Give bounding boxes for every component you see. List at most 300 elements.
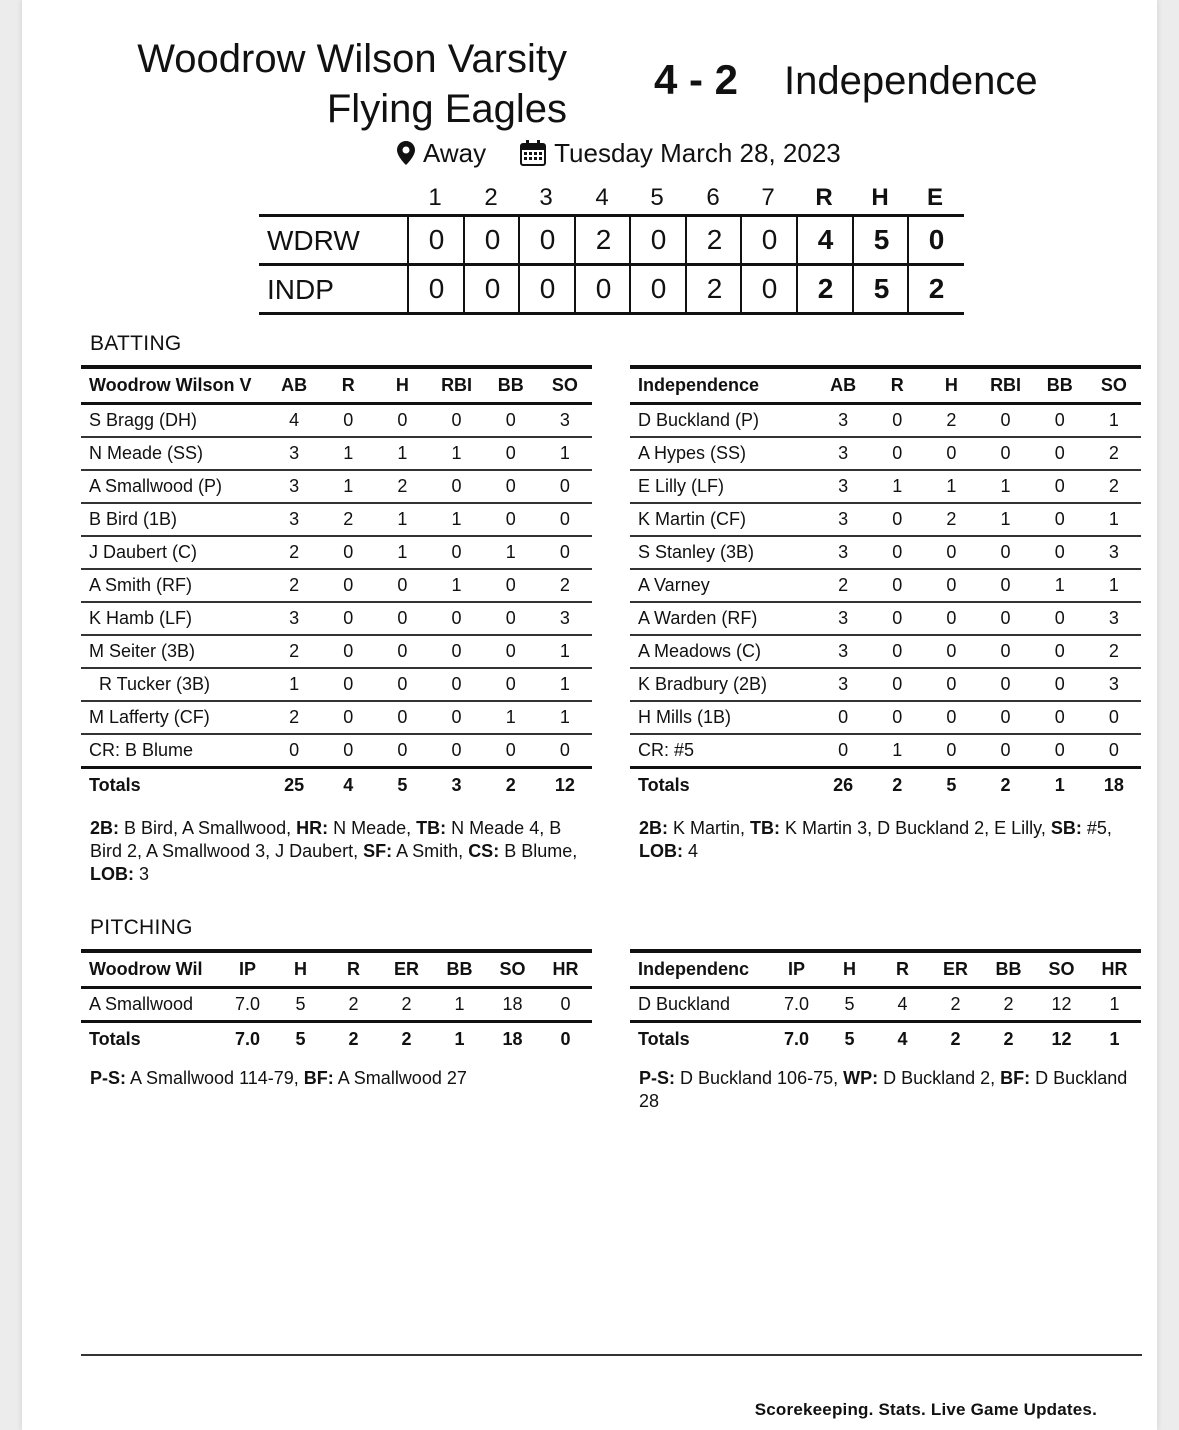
stat-column-header: H xyxy=(274,951,327,988)
inning-header: 7 xyxy=(761,184,775,211)
linescore-row-away xyxy=(259,263,964,315)
stat-cell: 3 xyxy=(816,536,870,569)
player-name: A Smith (RF) xyxy=(81,569,267,602)
stat-cell: 0 xyxy=(1033,635,1087,668)
inning-score: 0 xyxy=(463,266,520,312)
inning-header: 1 xyxy=(428,184,442,211)
stat-cell: 0 xyxy=(538,536,592,569)
totals-row xyxy=(81,768,592,802)
player-name: A Warden (RF) xyxy=(630,602,816,635)
batting-section-title: BATTING xyxy=(90,332,182,355)
stat-cell: 18 xyxy=(486,988,539,1022)
totals-label: Totals xyxy=(81,1022,221,1056)
stat-column-header: R xyxy=(876,951,929,988)
team-column-header: Independence xyxy=(630,367,816,404)
stat-cell: 1 xyxy=(433,988,486,1022)
stat-cell: 0 xyxy=(375,635,429,668)
totals-label: Totals xyxy=(81,768,267,802)
table-row xyxy=(81,437,592,470)
stat-cell: 3 xyxy=(816,437,870,470)
stat-cell: 2 xyxy=(327,988,380,1022)
table-row xyxy=(81,635,592,668)
stat-cell: 0 xyxy=(321,701,375,734)
stat-cell: 12 xyxy=(1035,988,1088,1022)
player-name: A Varney xyxy=(630,569,816,602)
note-text: K Martin 3, D Buckland 2, E Lilly, xyxy=(780,818,1051,838)
stat-column-header: IP xyxy=(221,951,274,988)
linescore xyxy=(259,180,964,315)
errors-total: 2 xyxy=(907,266,964,312)
pitching-table-away xyxy=(630,949,1141,1055)
stat-cell: 2 xyxy=(267,701,321,734)
player-name: A Meadows (C) xyxy=(630,635,816,668)
stat-cell: 0 xyxy=(538,503,592,536)
stat-cell: 0 xyxy=(870,569,924,602)
stat-column-header: RBI xyxy=(978,367,1032,404)
team-abbrev: WDRW xyxy=(267,225,360,256)
stat-cell: 1 xyxy=(321,437,375,470)
total-cell: 2 xyxy=(978,768,1032,802)
stat-column-header: SO xyxy=(1035,951,1088,988)
stat-column-header: R xyxy=(321,367,375,404)
total-cell: 18 xyxy=(486,1022,539,1056)
stat-cell: 0 xyxy=(321,569,375,602)
table-row xyxy=(630,503,1141,536)
stat-cell: 0 xyxy=(978,536,1032,569)
player-name: E Lilly (LF) xyxy=(630,470,816,503)
stat-cell: 0 xyxy=(321,635,375,668)
stat-cell: 0 xyxy=(484,503,538,536)
pitching-section-title: PITCHING xyxy=(90,916,193,939)
table-row xyxy=(630,635,1141,668)
linescore-header xyxy=(259,180,964,214)
table-row xyxy=(630,668,1141,701)
stat-cell: 1 xyxy=(267,668,321,701)
totals-row xyxy=(81,1022,592,1056)
stat-cell: 0 xyxy=(978,668,1032,701)
player-name: A Smallwood (P) xyxy=(81,470,267,503)
table-row xyxy=(81,701,592,734)
hits-header: H xyxy=(871,184,889,211)
stat-cell: 5 xyxy=(823,988,876,1022)
table-header-row xyxy=(630,951,1141,988)
hits-total: 5 xyxy=(852,266,909,312)
total-cell: 4 xyxy=(321,768,375,802)
game-meta xyxy=(397,137,841,169)
total-cell: 2 xyxy=(484,768,538,802)
stat-cell: 0 xyxy=(321,536,375,569)
table-row xyxy=(630,470,1141,503)
table-row xyxy=(81,602,592,635)
footer-tagline: Scorekeeping. Stats. Live Game Updates. xyxy=(754,1400,1097,1419)
stat-cell: 0 xyxy=(870,668,924,701)
stat-cell: 3 xyxy=(1087,536,1141,569)
player-name: D Buckland (P) xyxy=(630,404,816,438)
stat-cell: 0 xyxy=(978,437,1032,470)
stat-cell: 1 xyxy=(538,668,592,701)
stat-cell: 0 xyxy=(978,404,1032,438)
stat-cell: 0 xyxy=(375,734,429,768)
stat-cell: 3 xyxy=(816,635,870,668)
stat-column-header: SO xyxy=(538,367,592,404)
total-cell: 7.0 xyxy=(221,1022,274,1056)
stat-cell: 2 xyxy=(380,988,433,1022)
stat-cell: 0 xyxy=(484,404,538,438)
batting-table-home xyxy=(81,365,592,801)
stat-cell: 1 xyxy=(484,536,538,569)
stat-cell: 3 xyxy=(267,470,321,503)
stat-cell: 0 xyxy=(429,602,483,635)
total-cell: 12 xyxy=(538,768,592,802)
total-cell: 2 xyxy=(929,1022,982,1056)
note-label: CS: xyxy=(468,841,500,861)
inning-header: 4 xyxy=(595,184,609,211)
stat-cell: 0 xyxy=(484,602,538,635)
inning-score: 0 xyxy=(574,266,631,312)
total-cell: 25 xyxy=(267,768,321,802)
home-team-name-line2: Flying Eagles xyxy=(326,87,567,131)
player-name: J Daubert (C) xyxy=(81,536,267,569)
stat-cell: 0 xyxy=(484,668,538,701)
stat-cell: 0 xyxy=(484,635,538,668)
stat-cell: 2 xyxy=(267,635,321,668)
stat-cell: 0 xyxy=(484,470,538,503)
stat-cell: 0 xyxy=(539,988,592,1022)
total-cell: 2 xyxy=(380,1022,433,1056)
note-text: A Smallwood 27 xyxy=(333,1068,467,1088)
player-name: M Lafferty (CF) xyxy=(81,701,267,734)
inning-score: 0 xyxy=(407,217,464,263)
table-row xyxy=(81,988,592,1022)
table-row xyxy=(630,536,1141,569)
table-row xyxy=(81,536,592,569)
stat-cell: 1 xyxy=(321,470,375,503)
stat-cell: 0 xyxy=(1087,701,1141,734)
stat-cell: 2 xyxy=(982,988,1035,1022)
runs-total: 2 xyxy=(796,266,853,312)
stat-cell: 3 xyxy=(816,470,870,503)
note-label: BF: xyxy=(1000,1068,1031,1088)
stat-cell: 2 xyxy=(375,470,429,503)
stat-cell: 7.0 xyxy=(770,988,823,1022)
stat-column-header: H xyxy=(924,367,978,404)
inning-score: 2 xyxy=(574,217,631,263)
stat-cell: 3 xyxy=(816,404,870,438)
stat-cell: 0 xyxy=(538,470,592,503)
note-text: #5, xyxy=(1081,818,1112,838)
table-header-row xyxy=(81,367,592,404)
stat-cell: 1 xyxy=(538,437,592,470)
stat-cell: 3 xyxy=(267,503,321,536)
stat-column-header: AB xyxy=(816,367,870,404)
stat-cell: 2 xyxy=(924,503,978,536)
note-label: TB: xyxy=(416,818,447,838)
stat-cell: 0 xyxy=(484,437,538,470)
box-score-page xyxy=(22,0,1157,1430)
stat-cell: 0 xyxy=(267,734,321,768)
table-row xyxy=(81,404,592,438)
table-row xyxy=(630,569,1141,602)
stat-cell: 0 xyxy=(870,503,924,536)
inning-score: 0 xyxy=(629,266,686,312)
stat-cell: 1 xyxy=(429,437,483,470)
stat-cell: 0 xyxy=(1033,668,1087,701)
linescore-row-home xyxy=(259,214,964,263)
inning-score: 2 xyxy=(685,217,742,263)
stat-cell: 0 xyxy=(375,404,429,438)
stat-column-header: BB xyxy=(433,951,486,988)
note-text: 3 xyxy=(134,864,150,884)
total-cell: 0 xyxy=(539,1022,592,1056)
stat-cell: 7.0 xyxy=(221,988,274,1022)
stat-column-header: BB xyxy=(484,367,538,404)
stat-cell: 3 xyxy=(1087,668,1141,701)
note-label: BF: xyxy=(303,1068,334,1088)
stat-column-header: AB xyxy=(267,367,321,404)
note-label: LOB: xyxy=(90,864,134,884)
stat-cell: 0 xyxy=(429,668,483,701)
stat-cell: 2 xyxy=(1087,437,1141,470)
note-label: TB: xyxy=(750,818,781,838)
stat-column-header: HR xyxy=(539,951,592,988)
stat-cell: 0 xyxy=(978,635,1032,668)
calendar-icon xyxy=(520,140,546,166)
player-name: A Smallwood xyxy=(81,988,221,1022)
stat-cell: 0 xyxy=(375,701,429,734)
stat-cell: 4 xyxy=(876,988,929,1022)
player-name: K Bradbury (2B) xyxy=(630,668,816,701)
stat-cell: 0 xyxy=(924,536,978,569)
note-text: B Blume, xyxy=(499,841,578,861)
stat-cell: 3 xyxy=(816,503,870,536)
stat-cell: 2 xyxy=(1087,635,1141,668)
stat-cell: 3 xyxy=(1087,602,1141,635)
player-name: H Mills (1B) xyxy=(630,701,816,734)
stat-cell: 1 xyxy=(429,569,483,602)
stat-cell: 0 xyxy=(870,536,924,569)
team-column-header: Woodrow Wilson V xyxy=(81,367,267,404)
player-name: M Seiter (3B) xyxy=(81,635,267,668)
stat-cell: 0 xyxy=(429,701,483,734)
team-column-header: Independenc xyxy=(630,951,770,988)
inning-header: 3 xyxy=(539,184,553,211)
stat-cell: 2 xyxy=(924,404,978,438)
stat-cell: 1 xyxy=(375,536,429,569)
stat-cell: 1 xyxy=(1087,404,1141,438)
table-row xyxy=(630,988,1141,1022)
stat-cell: 0 xyxy=(429,734,483,768)
stat-column-header: HR xyxy=(1088,951,1141,988)
stat-cell: 3 xyxy=(538,602,592,635)
stat-cell: 1 xyxy=(538,701,592,734)
note-text: D Buckland 106-75, xyxy=(675,1068,844,1088)
total-cell: 1 xyxy=(433,1022,486,1056)
note-label: WP: xyxy=(843,1068,879,1088)
errors-header: E xyxy=(926,184,943,211)
stat-cell: 0 xyxy=(978,734,1032,768)
totals-label: Totals xyxy=(630,1022,770,1056)
stat-column-header: RBI xyxy=(429,367,483,404)
stat-cell: 3 xyxy=(538,404,592,438)
note-text: N Meade, xyxy=(328,818,417,838)
stat-cell: 0 xyxy=(321,668,375,701)
table-row xyxy=(81,734,592,768)
stat-cell: 1 xyxy=(1088,988,1141,1022)
stat-column-header: BB xyxy=(1033,367,1087,404)
stat-cell: 0 xyxy=(375,569,429,602)
stat-cell: 0 xyxy=(321,404,375,438)
stat-cell: 0 xyxy=(924,734,978,768)
total-cell: 3 xyxy=(429,768,483,802)
stat-cell: 1 xyxy=(978,470,1032,503)
stat-cell: 1 xyxy=(1087,569,1141,602)
stat-column-header: BB xyxy=(982,951,1035,988)
total-cell: 5 xyxy=(823,1022,876,1056)
total-cell: 5 xyxy=(375,768,429,802)
note-text: N Meade 4, B Bird 2, A Smallwood 3, J Daubert, xyxy=(90,818,562,861)
table-row xyxy=(81,470,592,503)
footer-divider xyxy=(81,1354,1142,1356)
stat-cell: 0 xyxy=(978,701,1032,734)
stat-cell: 4 xyxy=(267,404,321,438)
table-row xyxy=(630,701,1141,734)
stat-cell: 2 xyxy=(1087,470,1141,503)
table-row xyxy=(81,503,592,536)
total-cell: 1 xyxy=(1033,768,1087,802)
note-text: A Smallwood 114-79, xyxy=(126,1068,304,1088)
total-cell: 2 xyxy=(327,1022,380,1056)
stat-cell: 1 xyxy=(870,470,924,503)
table-row xyxy=(81,569,592,602)
stat-cell: 0 xyxy=(429,470,483,503)
stat-cell: 0 xyxy=(1033,503,1087,536)
stat-cell: 0 xyxy=(1033,701,1087,734)
stat-cell: 0 xyxy=(816,734,870,768)
note-text: D Buckland 2, xyxy=(878,1068,1001,1088)
player-name: R Tucker (3B) xyxy=(81,668,267,701)
stat-cell: 2 xyxy=(816,569,870,602)
inning-score: 2 xyxy=(685,266,742,312)
inning-header: 2 xyxy=(484,184,498,211)
pitching-table-home xyxy=(81,949,592,1055)
stat-cell: 0 xyxy=(429,536,483,569)
stat-cell: 2 xyxy=(538,569,592,602)
stat-cell: 1 xyxy=(538,635,592,668)
stat-cell: 2 xyxy=(267,569,321,602)
player-name: CR: #5 xyxy=(630,734,816,768)
stat-cell: 0 xyxy=(924,437,978,470)
team-column-header: Woodrow Wil xyxy=(81,951,221,988)
batting-notes-away xyxy=(639,817,1144,863)
inning-score: 0 xyxy=(740,217,797,263)
stat-cell: 0 xyxy=(924,569,978,602)
inning-score: 0 xyxy=(463,217,520,263)
note-label: P-S: xyxy=(639,1068,675,1088)
stat-cell: 0 xyxy=(924,602,978,635)
note-text: B Bird, A Smallwood, xyxy=(119,818,297,838)
stat-cell: 0 xyxy=(429,635,483,668)
location-pin-icon xyxy=(397,141,415,165)
stat-column-header: SO xyxy=(1087,367,1141,404)
stat-cell: 1 xyxy=(870,734,924,768)
stat-cell: 0 xyxy=(870,437,924,470)
team-abbrev: INDP xyxy=(267,274,334,305)
table-row xyxy=(630,734,1141,768)
stat-cell: 0 xyxy=(924,701,978,734)
table-header-row xyxy=(81,951,592,988)
stat-column-header: H xyxy=(823,951,876,988)
stat-cell: 0 xyxy=(484,569,538,602)
stat-cell: 0 xyxy=(870,701,924,734)
inning-header: 5 xyxy=(650,184,664,211)
note-text: A Smith, xyxy=(392,841,469,861)
stat-column-header: IP xyxy=(770,951,823,988)
total-cell: 5 xyxy=(924,768,978,802)
stat-cell: 0 xyxy=(538,734,592,768)
stat-cell: 0 xyxy=(870,602,924,635)
stat-cell: 1 xyxy=(924,470,978,503)
stat-cell: 0 xyxy=(978,602,1032,635)
player-name: B Bird (1B) xyxy=(81,503,267,536)
inning-score: 0 xyxy=(629,217,686,263)
stat-cell: 0 xyxy=(1033,602,1087,635)
stat-column-header: R xyxy=(327,951,380,988)
stat-cell: 0 xyxy=(1033,536,1087,569)
stat-cell: 0 xyxy=(1033,734,1087,768)
stat-cell: 0 xyxy=(870,635,924,668)
stat-cell: 2 xyxy=(267,536,321,569)
stat-cell: 5 xyxy=(274,988,327,1022)
stat-cell: 0 xyxy=(816,701,870,734)
stat-column-header: ER xyxy=(929,951,982,988)
stat-cell: 1 xyxy=(978,503,1032,536)
stat-cell: 1 xyxy=(1033,569,1087,602)
stat-cell: 0 xyxy=(924,635,978,668)
stat-cell: 1 xyxy=(429,503,483,536)
pitching-notes-away xyxy=(639,1067,1144,1113)
total-cell: 18 xyxy=(1087,768,1141,802)
total-cell: 2 xyxy=(982,1022,1035,1056)
total-cell: 4 xyxy=(876,1022,929,1056)
note-label: SF: xyxy=(363,841,393,861)
note-text: 4 xyxy=(683,841,699,861)
stat-cell: 0 xyxy=(321,602,375,635)
stat-cell: 3 xyxy=(816,602,870,635)
total-cell: 7.0 xyxy=(770,1022,823,1056)
stat-cell: 0 xyxy=(1033,437,1087,470)
note-label: 2B: xyxy=(639,818,669,838)
player-name: CR: B Blume xyxy=(81,734,267,768)
stat-cell: 2 xyxy=(929,988,982,1022)
runs-header: R xyxy=(815,184,833,211)
stat-cell: 0 xyxy=(978,569,1032,602)
note-label: LOB: xyxy=(639,841,683,861)
stat-column-header: R xyxy=(870,367,924,404)
note-text: D Buckland 28 xyxy=(639,1068,1128,1111)
home-team-name xyxy=(47,34,567,134)
stat-cell: 0 xyxy=(1087,734,1141,768)
inning-score: 0 xyxy=(740,266,797,312)
stat-cell: 1 xyxy=(1087,503,1141,536)
table-header-row xyxy=(630,367,1141,404)
note-label: 2B: xyxy=(90,818,120,838)
stat-cell: 0 xyxy=(1033,404,1087,438)
stat-cell: 0 xyxy=(375,602,429,635)
hits-total: 5 xyxy=(852,217,909,263)
stat-cell: 0 xyxy=(429,404,483,438)
total-cell: 1 xyxy=(1088,1022,1141,1056)
stat-column-header: SO xyxy=(486,951,539,988)
